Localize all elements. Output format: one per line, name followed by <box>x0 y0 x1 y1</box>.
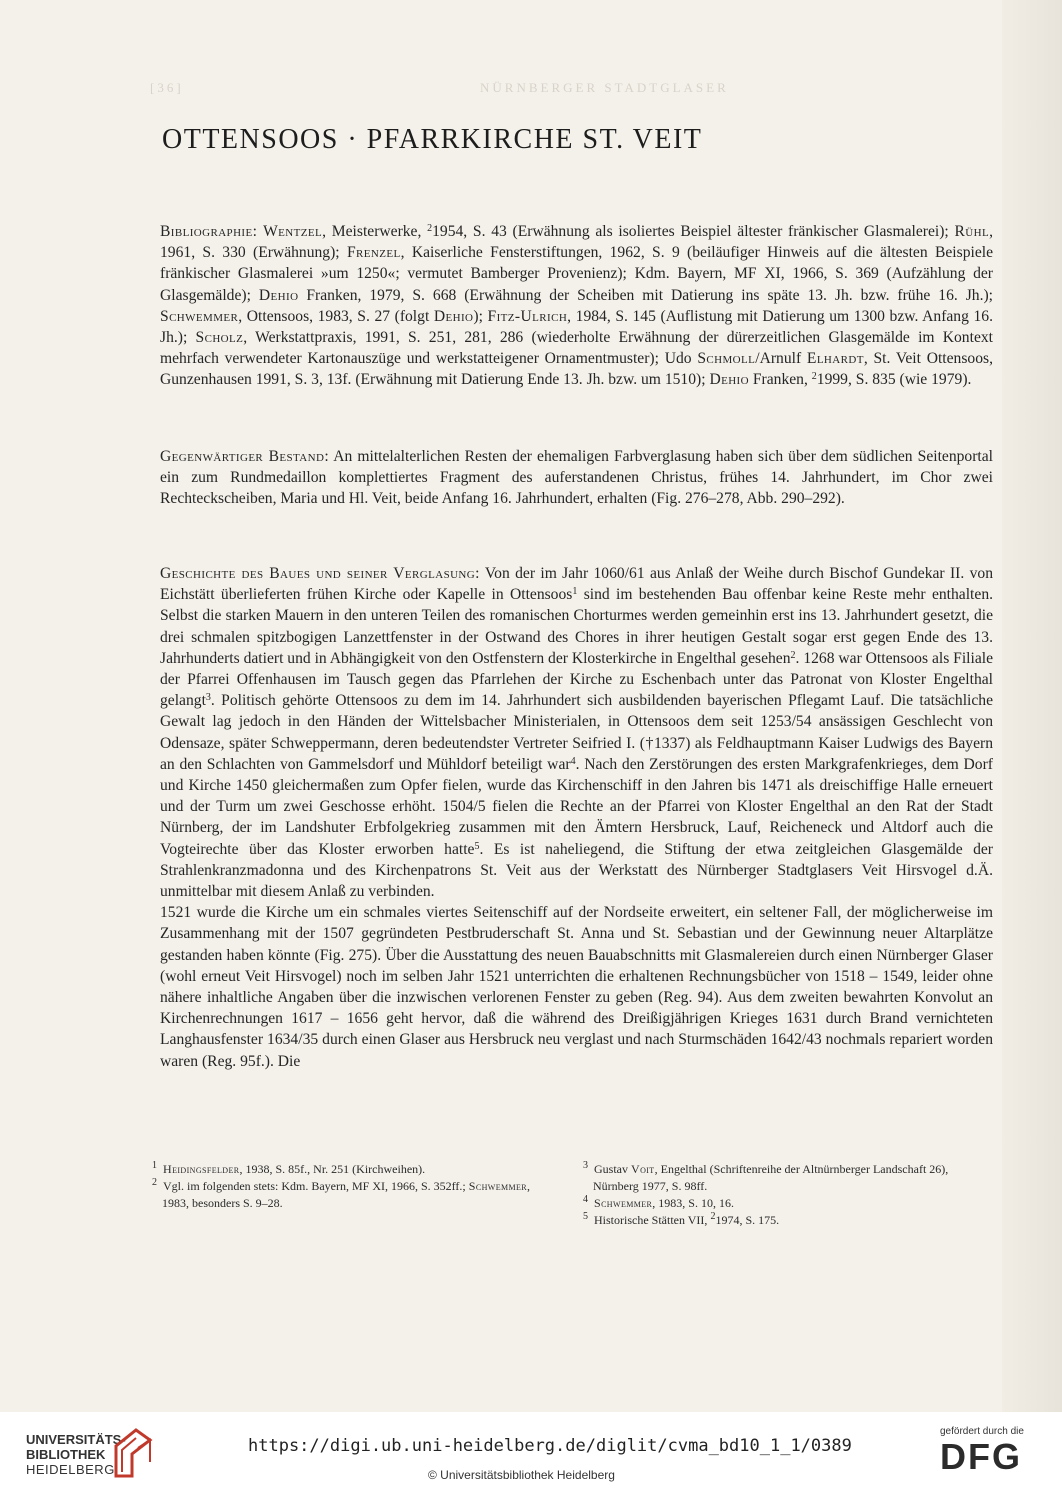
author-name: Dehio <box>709 371 749 389</box>
permalink-url[interactable]: https://digi.ub.uni-heidelberg.de/diglit/cvma_bd10_1_1/0389 <box>248 1436 852 1456</box>
bibliography-body <box>160 223 993 388</box>
superscript: 2 <box>710 1211 716 1222</box>
text-run: Von der im Jahr 1060/61 aus Anlaß der Weihe durch Bischof Gundekar II. von Eichstätt überlieferten frühen Kirche oder Kapelle in Ottensoos <box>160 565 993 604</box>
superscript: 4 <box>570 755 576 767</box>
footnote-number: 4 <box>583 1194 588 1205</box>
history-section <box>160 563 993 1072</box>
superscript: 2 <box>427 223 433 234</box>
text-run: , 1961, S. 330 (Erwähnung); <box>160 223 993 262</box>
footnote-number: 5 <box>583 1211 588 1222</box>
text-run: . Nach den Zerstörungen des ersten Markgrafenkrieges, dem Dorf und Kirche 1450 gleichermaßen zum Opfer fielen, wurde das Kirchenschiff in den Jahren bis 1471 als dreischiffige Halle erneuert und der Turm um zwei Geschosse erhöht. 1504/5 fielen die Rechte an der Pfarrei von Kloster Engelthal an den Rat der Stadt Nürnberg, der im Landshuter Erbfolgekrieg zusammen mit den Ämtern Hersbruck, Lauf, Reicheneck und Altdorf auch die Vogteirechte über das Kloster erworben hatte <box>160 755 993 858</box>
text-run: Gustav <box>594 1162 631 1176</box>
author-name: Elhardt <box>806 350 864 368</box>
text-run: 1954, S. 43 (Erwähnung als isoliertes Beispiel ältester fränkischer Glasmalerei); <box>432 223 955 240</box>
funded-by-label: gefördert durch die <box>940 1426 1024 1437</box>
text-run: An mittelalterlichen Resten der ehemaligen Farbverglasung haben sich über dem südlichen Seitenportal ein zum Rundmedaillon komplettiertes Fragment des auferstandenen Christus, frühes 14. Jahrhundert, im Chor zwei Rechteckscheiben, Maria und Hl. Veit, beide Anfang 16. Jahrhundert, erhalten (Fig. 276–278, Abb. 290–292). <box>160 448 993 508</box>
author-name: Heidingsfelder <box>163 1162 240 1176</box>
bestand-paragraph <box>160 446 993 510</box>
text-run: Vgl. im folgenden stets: Kdm. Bayern, MF XI, 1966, S. 352ff.; <box>163 1179 469 1193</box>
superscript: 1 <box>572 586 578 598</box>
history-paragraph-2: 1521 wurde die Kirche um ein schmales viertes Seitenschiff auf der Nordseite erweitert, ein seltener Fall, der möglicherweise im Zusammenhang mit der 1507 gegründeten Pestbruderschaft St. Anna und St. Sebastian und der Gewinnung neuer Altarplätze gestanden haben könnte (Fig. 275). Über die Ausstattung des neuen Bauabschnitts mit Glasmalereien durch einen Nürnberger Glaser (wohl erneut Veit Hirsvogel) noch im selben Jahr 1521 unterrichten die erhaltenen Rechnungsbücher von 1518 – 1549, leider ohne nähere inhaltliche Angaben über die inzwischen verlorenen Fenster zu geben (Reg. 94). Aus dem zweiten bewahrten Konvolut an Kirchenrechnungen 1617 – 1656 geht hervor, daß die während des Dreißigjährigen Krieges 1631 durch Brand vernichteten Langhausfenster 1634/35 durch einen Glaser aus Hersbruck neu verglast und nach Sturmschäden 1642/43 nochmals repariert worden waren (Reg. 95f.). Die <box>160 904 993 1070</box>
author-name: Schmoll <box>697 350 756 368</box>
library-line-2: BIBLIOTHEK <box>26 1447 106 1462</box>
author-name: Dehio <box>433 307 474 325</box>
text-run: . Politisch gehörte Ottensoos zu dem im 14. Jahrhundert sich ausbildenden bayerischen Pflegamt Lauf. Die tatsächliche Gewalt lag jedoch in den Händen der Wittelsbacher Ministerialen, in Ottensoos dem seit 1253/54 ansässigen Geschlecht von Odensaze, später Schweppermann, deren bedeutendster Vertreter Seifried I. (†1337) als Feldhauptmann Kaiser Ludwigs des Bayern an den Schlachten von Gammelsdorf und Mühldorf beteiligt war <box>160 692 993 773</box>
footnote <box>152 1161 532 1178</box>
author-name: Voit <box>631 1162 655 1176</box>
page-title: OTTENSOOS · PFARRKIRCHE ST. VEIT <box>162 124 703 155</box>
author-name: Schwemmer <box>594 1196 653 1210</box>
text-run: 1974, S. 175. <box>715 1213 780 1227</box>
author-name: Dehio <box>258 286 299 304</box>
running-head: NÜRNBERGER STADTGLASER <box>480 80 729 95</box>
author-name: Scholz <box>195 329 244 347</box>
text-run: Franken, 1979, S. 668 (Erwähnung der Scheiben mit Datierung ins späte 13. Jh. bzw. frühe 16. Jh.); <box>298 286 994 304</box>
footnote-number: 1 <box>152 1160 157 1171</box>
text-run: , 1983, besonders S. 9–28. <box>162 1179 531 1210</box>
bibliography-section <box>160 221 993 391</box>
text-run: , Engelthal (Schriftenreihe der Altnürnberger Landschaft 26), Nürnberg 1977, S. 98ff. <box>593 1162 949 1193</box>
text-run: Franken, <box>748 371 812 389</box>
facing-page-edge <box>1002 0 1062 1412</box>
text-run: , Kaiserliche Fensterstiftungen, 1962, S. 9 (beiläufiger Hinweis auf die ältesten Beispiele fränkischer Glasmalerei »um 1250«; vermutet Bamberger Provenienz); Kdm. Bayern, MF XI, 1966, S. 369 (Aufzählung der Glasgemälde); <box>160 244 993 304</box>
superscript: 2 <box>790 649 796 661</box>
footnote <box>583 1161 993 1195</box>
history-label: Geschichte des Baues und seiner Verglasung: <box>160 565 480 582</box>
footnote <box>152 1178 532 1212</box>
text-run: , 1984, S. 145 (Auflistung mit Datierung um 1300 bzw. Anfang 16. Jh.); <box>160 307 993 347</box>
bibliography-paragraph <box>160 221 993 391</box>
text-run: . 1268 war Ottensoos als Filiale der Pfarrei Offenhausen im Tausch gegen das Pfarrlehen der Kirche zu Eschenbach unter das Patronat von Kloster Engelthal gelangt <box>160 649 994 710</box>
library-line-1: UNIVERSITÄTS- <box>26 1432 126 1447</box>
superscript: 2 <box>811 371 817 383</box>
text-run: /Arnulf <box>755 350 807 368</box>
author-name: Frenzel <box>346 244 401 262</box>
history-body-1 <box>160 565 993 900</box>
text-run: , Werkstattpraxis, 1991, S. 251, 281, 286 (wiederholte Erwähnung der dürerzeitlichen Glasgemälde im Kontext mehrfach verwendeter Kartonauszüge und werkstatteigener Ornamentmuster); Udo <box>160 329 993 368</box>
author-name: Schwemmer <box>160 307 239 325</box>
footnote <box>583 1212 993 1229</box>
text-run: , Meisterwerke, <box>322 223 428 240</box>
library-line-3: HEIDELBERG <box>26 1462 115 1477</box>
bestand-label: Gegenwärtiger Bestand: <box>160 448 330 465</box>
bestand-section <box>160 446 993 510</box>
page-number: [36] <box>150 80 184 95</box>
author-name: Schwemmer <box>468 1179 528 1193</box>
text-run: , 1983, S. 10, 16. <box>652 1196 734 1210</box>
library-emblem-icon <box>110 1426 156 1480</box>
footnotes-right <box>583 1161 993 1229</box>
history-paragraph-1 <box>160 563 993 902</box>
author-name: Rühl <box>954 223 990 240</box>
text-run: Historische Stätten VII, <box>594 1213 711 1227</box>
text-run: , Ottensoos, 1983, S. 27 (folgt <box>238 307 434 325</box>
superscript: 3 <box>205 692 211 704</box>
text-run: 1999, S. 835 (wie 1979). <box>816 371 972 389</box>
bibliography-label: Bibliographie: <box>160 223 258 240</box>
author-name: Wentzel <box>263 223 323 240</box>
copyright-notice: © Universitätsbibliothek Heidelberg <box>428 1468 615 1482</box>
text-run: ); <box>473 307 488 325</box>
superscript: 5 <box>474 840 480 852</box>
author-name: Fitz-Ulrich <box>487 307 568 325</box>
text-run: , 1938, S. 85f., Nr. 251 (Kirchweihen). <box>239 1162 426 1176</box>
text-run: , St. Veit Ottensoos, Gunzenhausen 1991, S. 3, 13f. (Erwähnung mit Datierung Ende 13. Jh. bzw. um 1510); <box>160 350 993 389</box>
footnote-number: 3 <box>583 1160 588 1171</box>
footnote <box>583 1195 993 1212</box>
dfg-logo[interactable] <box>940 1426 1040 1475</box>
footnotes-left <box>152 1161 532 1212</box>
footnote-number: 2 <box>152 1177 157 1188</box>
viewer-footer <box>0 1412 1062 1496</box>
dfg-wordmark: DFG <box>940 1436 1022 1477</box>
text-run: . Es ist naheliegend, die Stiftung der etwa zeitgleichen Glasgemälde der Strahlenkranzmadonna und des Kirchenpatrons St. Veit aus der Werkstatt des Nürnberger Stadtglasers Veit Hirsvogel d.Ä. unmittelbar mit diesem Anlaß zu verbinden. <box>160 840 993 901</box>
text-run: sind im bestehenden Bau offenbar keine Reste mehr enthalten. Selbst die starken Mauern in den unteren Teilen des romanischen Chorturmes werden gemeinhin erst ins 13. Jahrhundert gesetzt, die drei schmalen spitzbogigen Lanzettfenster in der Ostwand des Chores in ihrer heutigen Gestalt sogar erst gegen Ende des 13. Jahrhunderts datiert und in Abhängigkeit von den Ostfenstern der Klosterkirche in Engelthal gesehen <box>160 586 994 667</box>
